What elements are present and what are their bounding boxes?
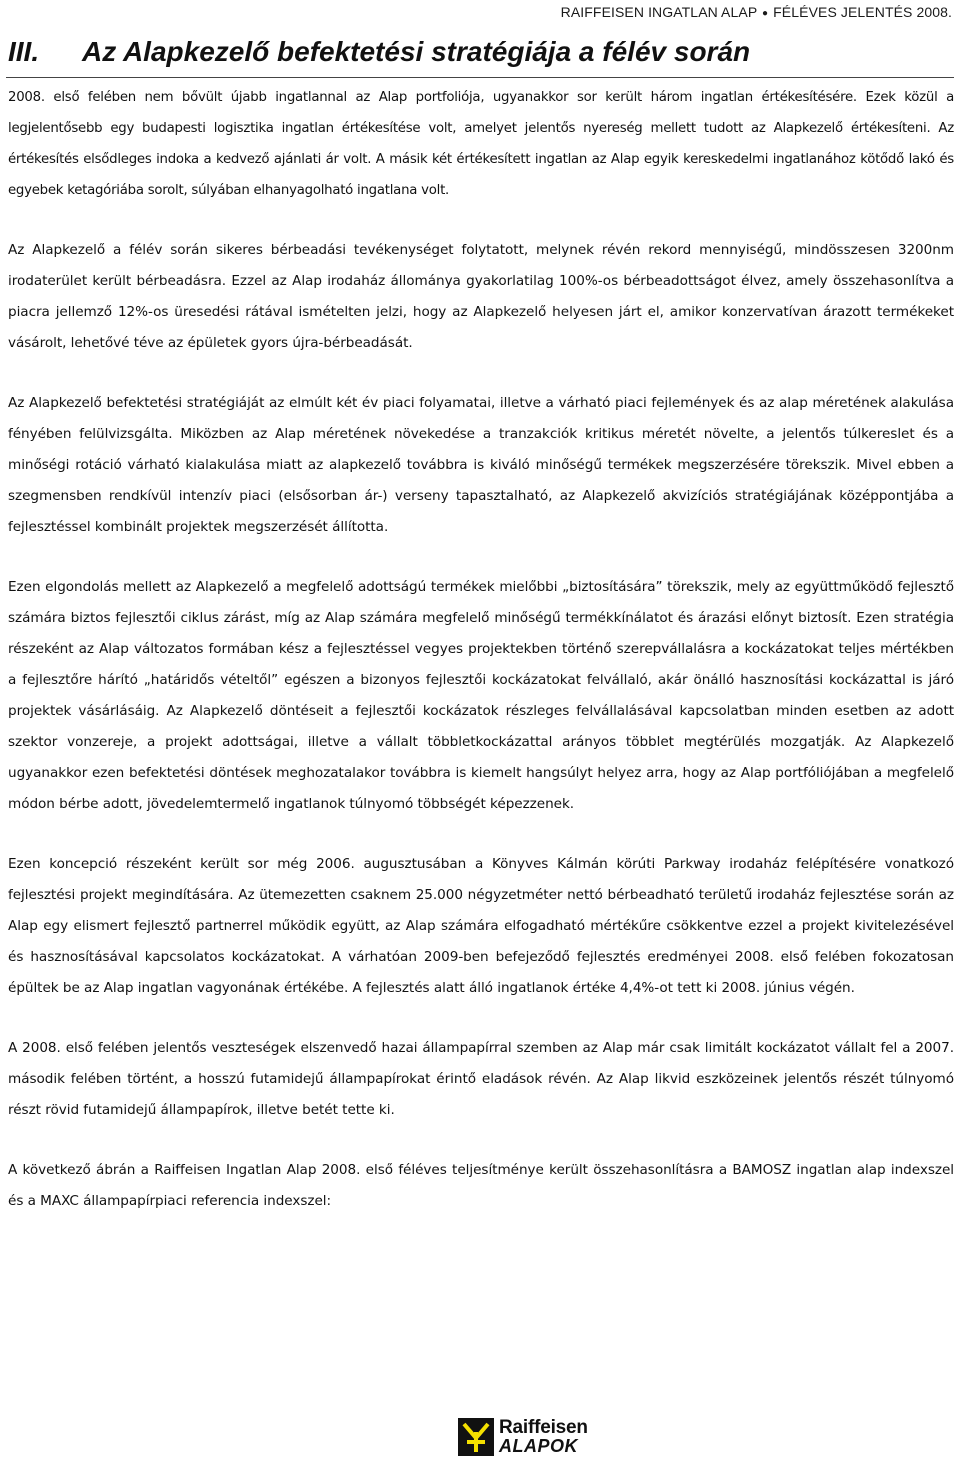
header-report-name: FÉLÉVES JELENTÉS 2008. [773, 4, 952, 20]
logo-line-raiffeisen: Raiffeisen [499, 1417, 588, 1438]
paragraph-development-projects: Ezen elgondolás mellett az Alapkezelő a megfelelő adottságú termékek mielőbbi „biztosítására” törekszik, mely az együttműködő fejlesztő számára biztos fejlesztői ciklus zárást, míg az Alap számára megfelelő minőségű termékkínálatot és árazási előnyt biztosít. Ezen stratégia részeként az Alap változatos formában kész a fejlesztéssel vegyes projektekben történő szerepvállalásra a kockázatokat teljes mértékben a fejlesztőre hárító „határidős vételtől” egészen a bizonyos fejlesztői kockázatokat felvállaló, akár önálló hasznosítási kockázattal is járó projektek vásárlásáig. Az Alapkezelő döntéseit a fejlesztői kockázatok részleges felvállalásával kapcsolatban minden esetben az adott szektor vonzereje, a projekt adottságai, illetve a vállalt többletkockázattal arányos többlet megtérülés mozgatják. Az Alapkezelő ugyanakkor ezen befektetési döntések meghozatalakor továbbra is kiemelt hangsúlyt helyez arra, hogy az Alap portfóliójában a megfelelő módon bérbe adott, jövedelemtermelő ingatlanok túlnyomó többségét képezzenek. [8, 579, 954, 812]
title-divider [6, 77, 954, 78]
section-number: III. [8, 36, 40, 67]
section-title-text: Az Alapkezelő befektetési stratégiája a félév során [82, 36, 751, 67]
paragraph-property-sales: 2008. első felében nem bővült újabb ingatlannal az Alap portfoliója, ugyanakkor sor került három ingatlan értékesítésére. Ezek közül a legjelentősebb egy budapesti logisztika ingatlan értékesítése volt, amelyet jelentős nyereség mellett tudott az Alapkezelő értékesíteni. Az értékesítés elsődleges indoka a kedvező ajánlati ár volt. A másik két értékesített ingatlan az Alap egyik kereskedelmi ingatlanához kötődő lakó és egyebek ketagóriába sorolt, súlyában elhanyagolható ingatlana volt. [8, 90, 954, 198]
paragraph-leasing: Az Alapkezelő a félév során sikeres bérbeadási tevékenységet folytatott, melynek révén rekord mennyiségű, mindösszesen 3200nm irodaterület került bérbeadásra. Ezzel az Alap irodaház állománya gyakorlatilag 100%-os bérbeadottságot élvez, amely összehasonlítva a piacra jellemző 12%-os üresedési rátával ismételten jelzi, hogy az Alapkezelő helyesen járt el, amikor konzervatívan árazott termékeket vásárolt, lehetővé téve az épületek gyors újra-bérbeadását. [8, 242, 954, 351]
paragraph-parkway-project: Ezen koncepció részeként került sor még 2006. augusztusában a Könyves Kálmán körúti Parkway irodaház felépítésére vonatkozó fejlesztési projekt megindítására. Az ütemezetten csaknem 25.000 négyzetméter nettó bérbeadható területű irodaház fejlesztése során az Alap egy elismert fejlesztő partnerrel működik együtt, az Alap számára elfogadható mértékűre csökkentve ezzel a projekt kivitelezésével és hasznosításával kapcsolatos kockázatokat. A várhatóan 2009-ben befejeződő fejlesztés eredményei 2008. első felében fokozatosan épültek be az Alap ingatlan vagyonának értékébe. A fejlesztés alatt álló ingatlanok értéke 4,4%-ot tett ki 2008. június végén. [8, 856, 954, 996]
document-body [8, 82, 954, 1246]
paragraph-chart-intro: A következő ábrán a Raiffeisen Ingatlan Alap 2008. első féléves teljesítménye került összehasonlításra a BAMOSZ ingatlan alap indexszel és a MAXC állampapírpiaci referencia indexszel: [8, 1162, 954, 1209]
header-fund-name: RAIFFEISEN INGATLAN ALAP [560, 4, 758, 20]
raiffeisen-alapok-logo [458, 1418, 588, 1456]
paragraph-strategy-review: Az Alapkezelő befektetési stratégiáját az elmúlt két év piaci folyamatai, illetve a várható piaci fejlemények és az alap méretének alakulása fényében felülvizsgálta. Miközben az Alap méretének növekedése a tranzakciók kritikus méretét növelte, a jelentős túlkereslet és a minőségi rotáció várható kialakulása miatt az alapkezelő továbbra is kiváló minőségű termékek megszerzésére törekszik. Mivel ebben a szegmensben rendkívül intenzív piaci (elsősorban ár-) verseny tapasztalható, az Alapkezelő akvizíciós stratégiájának középpontjába a fejlesztéssel kombinált projektek megszerzését állította. [8, 395, 954, 535]
paragraph-government-bonds: A 2008. első felében jelentős veszteségek elszenvedő hazai állampapírral szemben az Alap már csak limitált kockázatot vállalt fel a 2007. második felében történt, a hosszú futamidejű állampapírokat érintő eladások révén. Az Alap likvid eszközeinek jelentős részét túlnyomó részt rövid futamidejű állampapírok, illetve betét tette ki. [8, 1040, 954, 1118]
header-separator: ● [762, 8, 769, 19]
section-title [8, 36, 952, 68]
logo-line-alapok: ALAPOK [499, 1436, 578, 1456]
report-header [561, 4, 952, 20]
raiffeisen-gable-cross-icon [458, 1418, 494, 1456]
